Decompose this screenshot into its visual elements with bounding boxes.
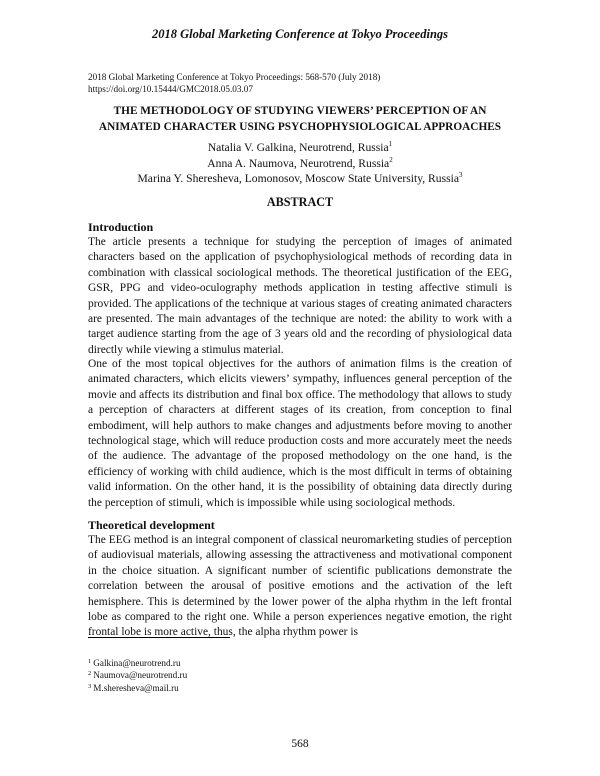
footnote — [88, 669, 187, 681]
footnote-mark: 3 — [88, 682, 92, 690]
footnote-email[interactable]: Naumova@neurotrend.ru — [93, 670, 188, 681]
running-head: 2018 Global Marketing Conference at Tokyo Proceedings — [151, 27, 449, 41]
author-line — [60, 156, 540, 172]
affiliation-mark: 1 — [388, 140, 393, 148]
affiliation-mark: 3 — [458, 171, 463, 179]
citation-block — [88, 71, 380, 95]
paper-title — [60, 103, 540, 135]
section-heading-introduction: Introduction — [88, 220, 154, 234]
author-line — [60, 140, 540, 156]
author-name: Anna A. Naumova, Neurotrend, Russia — [207, 156, 390, 170]
citation-line: 2018 Global Marketing Conference at Tokyo Proceedings: 568-570 (July 2018) — [88, 72, 381, 82]
body-paragraph: The EEG method is an integral component of classical neuromarketing studies of perception of audiovisual materials, allowing assessing the attractiveness and motivational component in the choice situation. A significant number of scientific publications demonstrate the correlation between the arousal of positive emotions and the activation of the left hemisphere. This is determined by the lower power of the alpha rhythm in the left frontal lobe as compared to the right one. While a person experiences negative emotion, the right frontal lobe is more active, thus, the alpha rhythm power is — [88, 534, 512, 639]
footnote-mark: 1 — [88, 658, 92, 665]
abstract-heading: ABSTRACT — [266, 195, 334, 209]
doi-line: https://doi.org/10.15444/GMC2018.05.03.07 — [88, 84, 253, 94]
author-name: Natalia V. Galkina, Neurotrend, Russia — [207, 141, 389, 154]
abstract-paragraph: The article presents a technique for studying the perception of images of animated characters based on the application of psychophysiological methods of recording data in combination with classical sociological methods. The theoretical justification of the EEG, GSR, PPG and video-oculography methods application in testing affective stimuli is provided. The applications of the technique at various stages of creating animated characters are presented. The main advantages of the technique are noted: the ability to work with a target audience starting from the age of 3 years old and the recording of physiological data directly while viewing a stimulus material. — [88, 236, 512, 356]
footnotes — [88, 657, 187, 694]
title-line: ANIMATED CHARACTER USING PSYCHOPHYSIOLOGICAL APPROACHES — [98, 121, 502, 133]
footnote-mark: 2 — [88, 670, 92, 678]
author-line — [60, 171, 540, 187]
footnote — [88, 682, 187, 694]
footnote — [88, 657, 187, 669]
author-name: Marina Y. Sheresheva, Lomonosov, Moscow State University, Russia — [137, 172, 459, 185]
title-line: THE METHODOLOGY OF STUDYING VIEWERS’ PERCEPTION OF AN — [113, 105, 487, 117]
author-list — [60, 140, 540, 187]
page-number: 568 — [291, 738, 309, 750]
footnote-divider — [88, 637, 230, 638]
footnote-email[interactable]: M.sheresheva@mail.ru — [93, 682, 179, 693]
section-heading-theoretical: Theoretical development — [88, 518, 215, 532]
footnote-email[interactable]: Galkina@neurotrend.ru — [93, 658, 181, 668]
body-paragraph: One of the most topical objectives for the authors of animation films is the creation of animated characters, which elicits viewers’ sympathy, influences general perception of the movie and affects its distribution and final box office. The methodology that allows to study a perception of characters at different stages of its creation, from conception to final embodiment, will help authors to make changes and adjustments before moving to another technological stage, which will reduce production costs and more accurately meet the needs of the audience. The advantage of the proposed methodology on the one hand, is the efficiency of working with child audience, which is the most difficult in terms of obtaining valid information. On the other hand, it is the possibility of obtaining data directly during the perception of stimuli, which is impossible while using sociological methods. — [88, 358, 512, 509]
affiliation-mark: 2 — [389, 155, 393, 164]
